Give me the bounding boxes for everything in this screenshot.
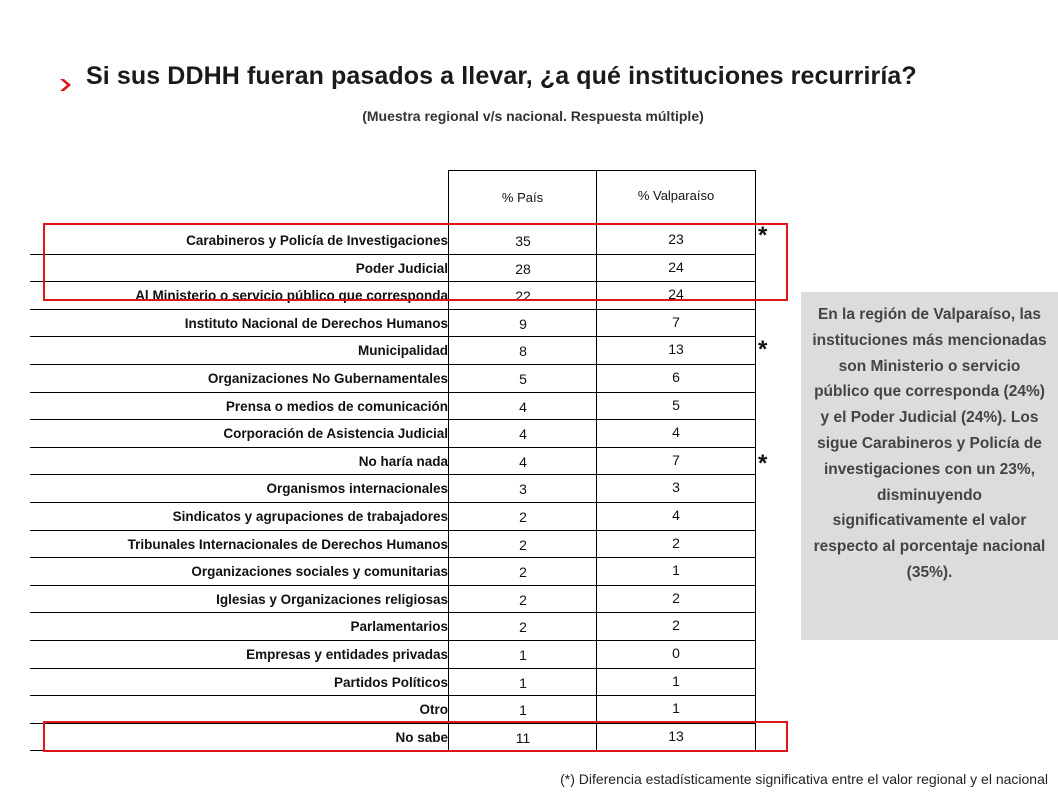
row-label: Partidos Políticos (333, 674, 448, 690)
cell-valparaiso: 4 (672, 507, 680, 523)
cell-valparaiso: 13 (668, 727, 684, 744)
cell-valparaiso: 24 (668, 286, 684, 303)
cell-valparaiso: 24 (668, 258, 684, 275)
cell-valparaiso: 0 (672, 645, 680, 661)
cell-pais: 22 (515, 288, 531, 305)
row-divider (30, 309, 756, 310)
row-divider (30, 557, 756, 558)
row-label: Iglesias y Organizaciones religiosas (216, 591, 448, 607)
cell-pais: 8 (519, 343, 527, 360)
row-label: Poder Judicial (355, 260, 448, 276)
footnote: (*) Diferencia estadísticamente significativa entre el valor regional y el nacional (560, 771, 1048, 787)
cell-valparaiso: 5 (672, 396, 680, 413)
cell-pais: 28 (515, 260, 531, 277)
row-divider (30, 640, 756, 641)
cell-pais: 3 (519, 481, 527, 498)
row-label: Prensa o medios de comunicación (225, 398, 448, 414)
cell-valparaiso: 1 (672, 562, 680, 579)
cell-pais: 1 (519, 702, 527, 719)
highlight-box-top (43, 223, 788, 301)
cell-valparaiso: 6 (672, 369, 680, 385)
cell-valparaiso: 3 (672, 479, 680, 496)
cell-pais: 1 (519, 674, 527, 691)
row-label: Organizaciones No Gubernamentales (207, 371, 448, 386)
cell-pais: 4 (519, 398, 527, 415)
cell-pais: 1 (519, 647, 527, 663)
page-title: Si sus DDHH fueran pasados a llevar, ¿a qué instituciones recurriría? (86, 62, 917, 90)
row-divider (30, 419, 756, 420)
row-divider (30, 530, 756, 531)
column-header-pais: % País (501, 190, 544, 205)
row-label: Parlamentarios (350, 619, 448, 635)
row-label: Municipalidad (357, 343, 448, 359)
cell-pais: 2 (519, 591, 527, 608)
cell-valparaiso: 7 (672, 313, 680, 330)
cell-pais: 11 (515, 729, 531, 746)
commentary-note: En la región de Valparaíso, las instituciones más mencionadas son Ministerio o servicio público que corresponda (24%) y el Poder Judicial (24%). Los sigue Carabineros y Policía de investigaciones con un 23%, disminuyendo significativamente el valor respecto al porcentaje nacional (35%). (801, 292, 1058, 640)
cell-valparaiso: 7 (672, 451, 680, 468)
chevron-bullet-icon (58, 78, 72, 92)
table-border (448, 170, 756, 171)
cell-pais: 2 (519, 619, 527, 636)
row-label: Tribunales Internacionales de Derechos Humanos (127, 536, 448, 552)
row-divider (30, 668, 756, 669)
cell-valparaiso: 2 (672, 534, 680, 551)
row-divider (30, 474, 756, 475)
significance-asterisk: * (758, 222, 768, 249)
cell-valparaiso: 2 (672, 617, 680, 634)
cell-valparaiso: 4 (672, 424, 680, 441)
cell-pais: 35 (515, 233, 531, 249)
cell-pais: 2 (519, 536, 527, 553)
highlight-box-bottom (43, 721, 788, 752)
cell-pais: 5 (519, 371, 527, 387)
row-divider (30, 695, 756, 696)
cell-pais: 2 (519, 509, 527, 525)
row-divider (30, 447, 756, 448)
page-subtitle: (Muestra regional v/s nacional. Respuesta múltiple) (362, 108, 704, 124)
row-label: Corporación de Asistencia Judicial (223, 426, 448, 442)
row-divider (30, 336, 756, 337)
cell-valparaiso: 13 (668, 341, 684, 358)
row-label: Sindicatos y agrupaciones de trabajadores (172, 509, 448, 524)
row-label: Organizaciones sociales y comunitarias (191, 564, 448, 580)
row-divider (30, 585, 756, 586)
row-divider (30, 392, 756, 393)
column-header-valparaiso: % Valparaíso (637, 188, 715, 203)
row-label: Al Ministerio o servicio público que corresponda (135, 288, 448, 304)
row-label: Otro (419, 702, 448, 718)
row-label: No haría nada (358, 453, 448, 469)
significance-asterisk: * (758, 336, 768, 363)
row-label: Instituto Nacional de Derechos Humanos (184, 315, 448, 331)
cell-pais: 4 (519, 453, 527, 470)
row-label: Carabineros y Policía de Investigaciones (186, 233, 448, 248)
cell-valparaiso: 1 (672, 700, 680, 717)
cell-valparaiso: 1 (672, 672, 680, 689)
row-label: No sabe (395, 729, 448, 745)
row-divider (30, 612, 756, 613)
cell-pais: 9 (519, 315, 527, 332)
cell-valparaiso: 2 (672, 589, 680, 606)
row-divider (30, 364, 756, 365)
row-label: Empresas y entidades privadas (246, 647, 448, 662)
cell-pais: 4 (519, 426, 527, 443)
row-label: Organismos internacionales (266, 481, 448, 497)
cell-pais: 2 (519, 564, 527, 581)
cell-valparaiso: 23 (668, 231, 684, 247)
significance-asterisk: * (758, 450, 768, 477)
row-divider (30, 502, 756, 503)
